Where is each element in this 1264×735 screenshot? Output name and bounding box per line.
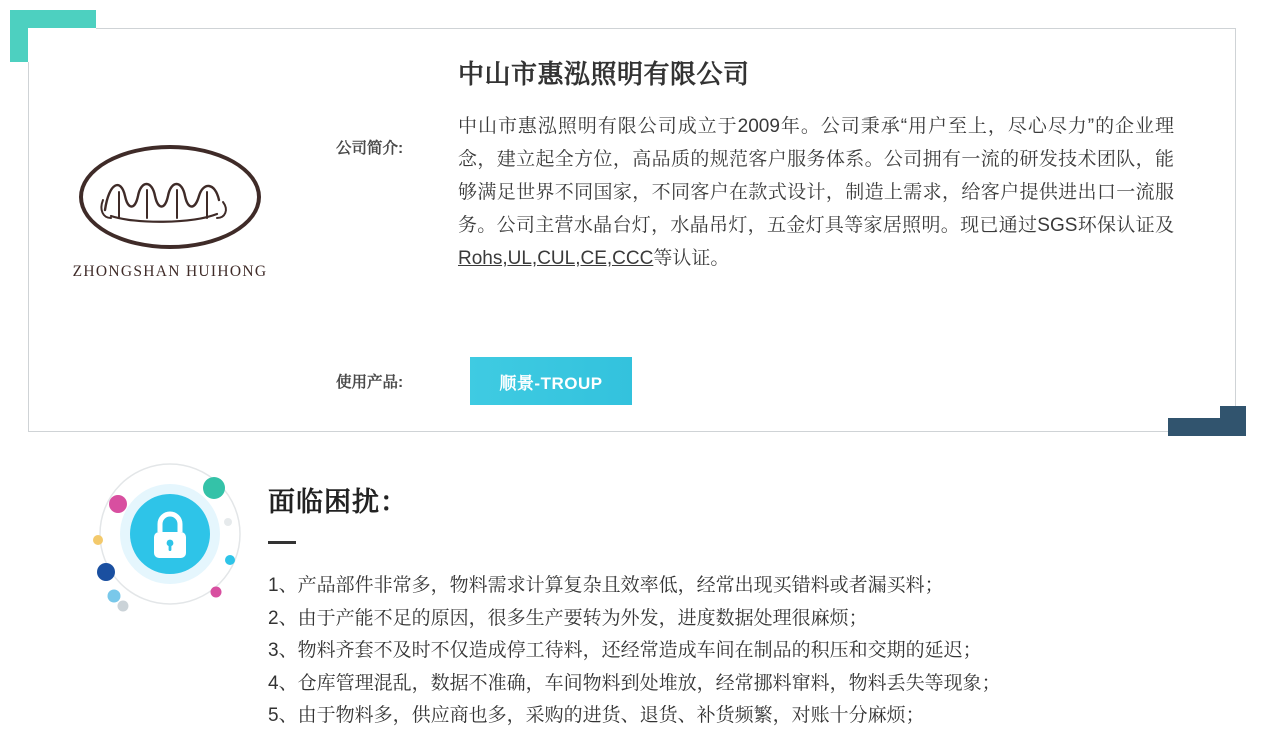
list-item: 4、仓库管理混乱，数据不准确，车间物料到处堆放，经常挪料窜料，物料丢失等现象； <box>268 672 1001 694</box>
product-used-label: 使用产品: <box>336 374 404 391</box>
list-item: 3、物料齐套不及时不仅造成停工待料，还经常造成车间在制品的积压和交期的延迟； <box>268 640 982 661</box>
company-intro-text-part2: 等认证。 <box>653 248 730 269</box>
list-item: 1、产品部件非常多，物料需求计算复杂且效率低，经常出现买错料或者漏买料； <box>268 575 944 596</box>
company-intro-certifications: Rohs,UL,CUL,CE,CCC <box>458 248 654 269</box>
product-badge[interactable]: 顺景-TROUP <box>470 357 632 405</box>
company-intro-text-part1: 中山市惠泓照明有限公司成立于2009年。公司秉承“用户至上，尽心尽力”的企业理念，建立起全方位，高品质的规范客户服务体系。公司拥有一流的研发技术团队，能够满足世界不同国家，不同客户在款式设计，制造上需求，给客户提供进出口一流服务。公司主营水晶台灯，水晶吊灯，五金灯具等家居照明。现已通过SGS环保认证及 <box>458 116 1174 236</box>
company-intro-text <box>458 110 1174 275</box>
problems-heading-rule <box>268 541 296 544</box>
company-title: 中山市惠泓照明有限公司 <box>458 59 750 89</box>
company-intro-label: 公司简介: <box>336 140 404 157</box>
list-item: 5、由于物料多，供应商也多，采购的进货、退货、补货频繁，对账十分麻烦； <box>268 705 925 726</box>
decor-corner-top-left-cutout <box>28 28 96 62</box>
logo-ellipse-icon <box>79 145 261 249</box>
problems-heading: 面临困扰： <box>268 487 408 517</box>
company-logo <box>60 145 280 281</box>
lock-illustration <box>78 462 262 626</box>
decor-corner-bottom-right-cutout <box>1168 406 1220 418</box>
logo-wordmark: ZHONGSHAN HUIHONG <box>72 263 268 280</box>
list-item: 2、由于产能不足的原因，很多生产要转为外发，进度数据处理很麻烦； <box>268 607 868 629</box>
problems-list <box>268 570 1228 733</box>
